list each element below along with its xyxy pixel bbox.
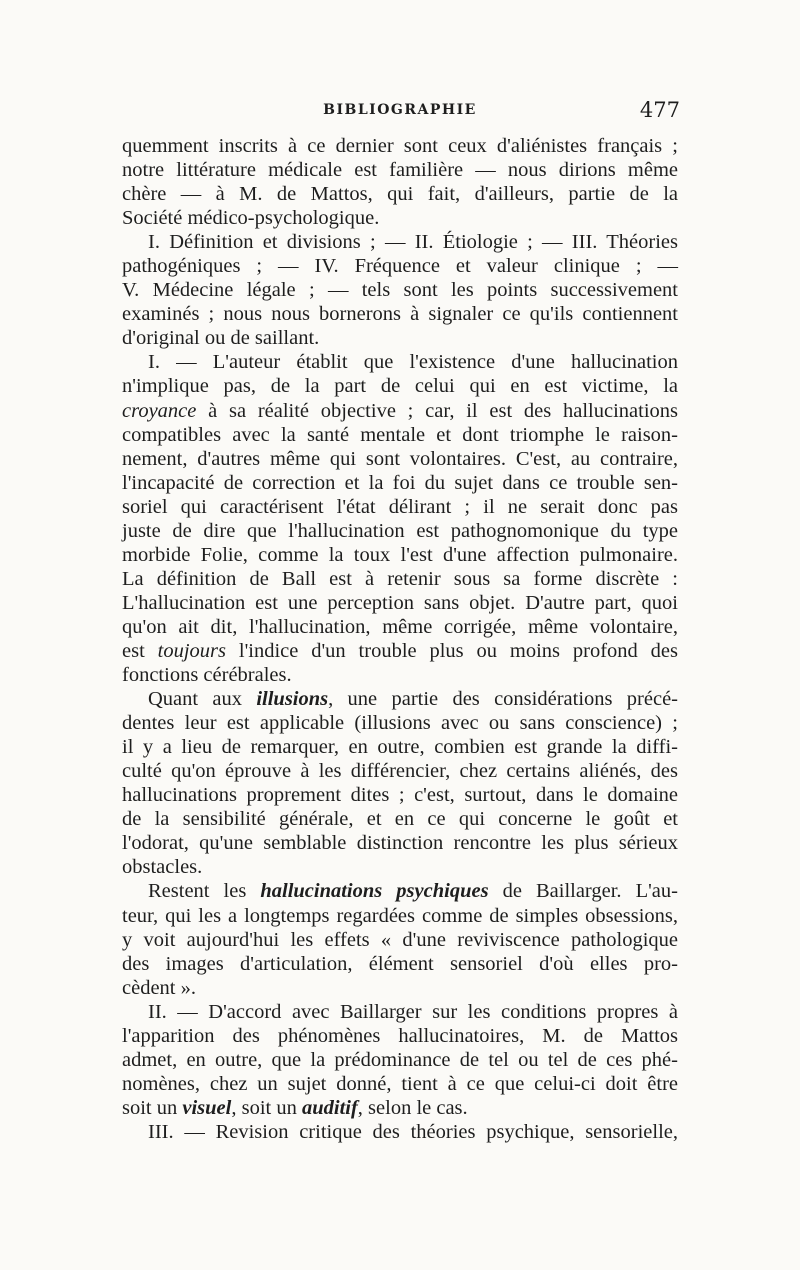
text-line: notre littérature médicale est familière — nous dirions même [122,159,678,182]
text-line: l'incapacité de correction et la foi du sujet dans ce trouble sen- [122,471,678,494]
emphasized-text: auditif [301,1096,358,1119]
text-line: examinés ; nous nous bornerons à signaler ce qu'ils contiennent [122,303,678,326]
text-run: l'indice d'un trouble plus ou moins profond des [226,639,678,662]
text-line: L'hallucination est une perception sans objet. D'autre part, quoi [122,591,678,614]
text-run: de Baillarger. L'au- [488,880,678,903]
text-line: quemment inscrits à ce dernier sont ceux d'aliénistes français ; [122,135,678,157]
text-line: nomènes, chez un sujet donné, tient à ce que celui-ci doit être [122,1072,678,1095]
text-line: morbide Folie, comme la toux l'est d'une affection pulmonaire. [122,543,678,566]
text-line: il y a lieu de remarquer, en outre, combien est grande la diffi- [122,736,678,759]
text-line: qu'on ait dit, l'hallucination, même corrigée, même volontaire, [122,615,678,638]
text-line [122,687,678,711]
page-number: 477 [639,98,680,122]
emphasized-text: visuel [182,1096,232,1119]
text-line: fonctions cérébrales. [122,664,292,687]
text-run: Quant aux [148,688,257,711]
text-run: est [122,639,158,662]
text-line: des images d'articulation, élément sensoriel d'où elles pro- [122,952,678,975]
running-head [120,100,680,130]
text-line [122,399,678,423]
text-run: , une partie des considérations précé- [328,688,678,711]
text-run: Restent les [148,880,261,903]
text-line: de la sensibilité générale, et en ce qui concerne le goût et [122,808,678,831]
text-run: , soit un [231,1096,302,1119]
text-line: pathogéniques ; — IV. Fréquence et valeur clinique ; — [122,255,678,278]
text-line: l'odorat, qu'une semblable distinction rencontre les plus sérieux [122,832,678,855]
text-line: nement, d'autres même qui sont volontaires. C'est, au contraire, [122,447,678,470]
text-line: V. Médecine légale ; — tels sont les points successivement [122,279,678,302]
text-line: Société médico-psychologique. [122,207,380,230]
text-line: y voit aujourd'hui les effets « d'une reviviscence pathologique [122,928,678,951]
text-line: compatibles avec la santé mentale et dont triomphe le raison- [122,423,678,446]
text-line: obstacles. [122,856,203,879]
text-line: n'implique pas, de la part de celui qui en est victime, la [122,375,678,398]
text-line: dentes leur est applicable (illusions avec ou sans conscience) ; [122,712,678,735]
text-line [122,639,678,663]
text-line: admet, en outre, que la prédominance de tel ou tel de ces phé- [122,1048,678,1071]
text-line: I. Définition et divisions ; — II. Étiologie ; — III. Théories [148,231,678,254]
emphasized-text: croyance [122,399,197,422]
text-line: juste de dire que l'hallucination est pathognomonique du type [122,519,678,542]
text-run: soit un [122,1096,183,1119]
text-line: I. — L'auteur établit que l'existence d'une hallucination [148,351,678,374]
text-line [122,879,678,903]
text-line: hallucinations proprement dites ; c'est, surtout, dans le domaine [122,784,678,807]
text-line: III. — Revision critique des théories psychique, sensorielle, [148,1120,678,1143]
emphasized-text: hallucinations psychiques [260,880,489,903]
text-line: l'apparition des phénomènes hallucinatoires, M. de Mattos [122,1024,678,1047]
emphasized-text: illusions [256,688,329,711]
text-line: d'original ou de saillant. [122,327,320,350]
text-line: chère — à M. de Mattos, qui fait, d'ailleurs, partie de la [122,183,678,206]
text-line: teur, qui les a longtemps regardées comme de simples obsessions, [122,904,678,927]
running-head-title: BIBLIOGRAPHIE [323,102,477,118]
text-line: soriel qui caractérisent l'état délirant ; il ne serait donc pas [122,495,678,518]
text-line [122,1096,678,1120]
body-text [122,134,678,1144]
text-line: culté qu'on éprouve à les différencier, chez certains aliénés, des [122,760,678,783]
text-line: cèdent ». [122,976,196,999]
text-line: II. — D'accord avec Baillarger sur les conditions propres à [148,1000,678,1023]
text-line: La définition de Ball est à retenir sous sa forme discrète : [122,567,678,590]
text-run: à sa réalité objective ; car, il est des hallucinations [196,399,678,422]
text-run: , selon le cas. [357,1096,468,1119]
emphasized-text: toujours [157,639,227,662]
